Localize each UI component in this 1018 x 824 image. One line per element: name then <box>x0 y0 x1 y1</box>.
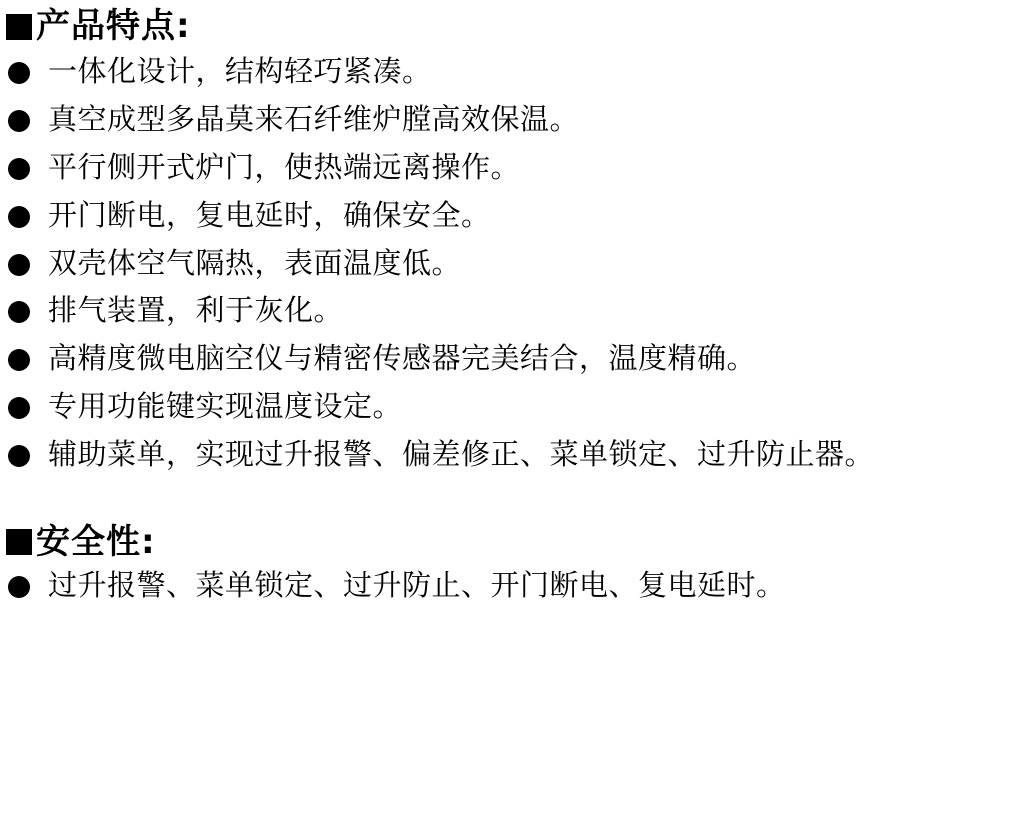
black-square-marker-icon <box>6 529 32 555</box>
section-product-features <box>6 8 1008 478</box>
bullet-dot-icon <box>8 576 30 598</box>
list-item-text: 专用功能键实现温度设定。 <box>48 389 403 424</box>
bullet-dot-icon <box>8 445 30 467</box>
section-heading-text: 安全性: <box>36 521 156 562</box>
bullet-dot-icon <box>8 397 30 419</box>
list-item-text: 一体化设计，结构轻巧紧凑。 <box>48 54 432 89</box>
bullet-dot-icon <box>8 301 30 323</box>
safety-list <box>6 563 1008 609</box>
bullet-dot-icon <box>8 206 30 228</box>
list-item-text: 真空成型多晶莫来石纤维炉膛高效保温。 <box>48 102 580 137</box>
list-item-text: 双壳体空气隔热，表面温度低。 <box>48 245 462 280</box>
list-item <box>6 49 1008 95</box>
bullet-dot-icon <box>8 254 30 276</box>
list-item <box>6 563 1008 609</box>
bullet-dot-icon <box>8 110 30 132</box>
list-item <box>6 336 1008 382</box>
list-item <box>6 145 1008 191</box>
list-item-text: 过升报警、菜单锁定、过升防止、开门断电、复电延时。 <box>48 568 786 603</box>
list-item <box>6 193 1008 239</box>
list-item <box>6 384 1008 430</box>
bullet-dot-icon <box>8 349 30 371</box>
section-heading-product-features <box>6 8 1008 45</box>
bullet-dot-icon <box>8 62 30 84</box>
bullet-dot-icon <box>8 158 30 180</box>
list-item <box>6 97 1008 143</box>
list-item-text: 开门断电，复电延时，确保安全。 <box>48 197 491 232</box>
list-item <box>6 288 1008 334</box>
section-heading-safety <box>6 521 1008 562</box>
list-item <box>6 432 1008 478</box>
list-item <box>6 241 1008 287</box>
list-item-text: 辅助菜单，实现过升报警、偏差修正、菜单锁定、过升防止器。 <box>48 436 875 471</box>
section-divider-space <box>6 480 1008 524</box>
section-safety <box>6 521 1008 609</box>
black-square-marker-icon <box>6 14 32 40</box>
feature-list <box>6 49 1008 477</box>
section-heading-text: 产品特点: <box>36 6 191 46</box>
list-item-text: 高精度微电脑空仪与精密传感器完美结合，温度精确。 <box>48 341 757 376</box>
list-item-text: 排气装置，利于灰化。 <box>48 293 344 328</box>
list-item-text: 平行侧开式炉门，使热端远离操作。 <box>48 150 521 185</box>
